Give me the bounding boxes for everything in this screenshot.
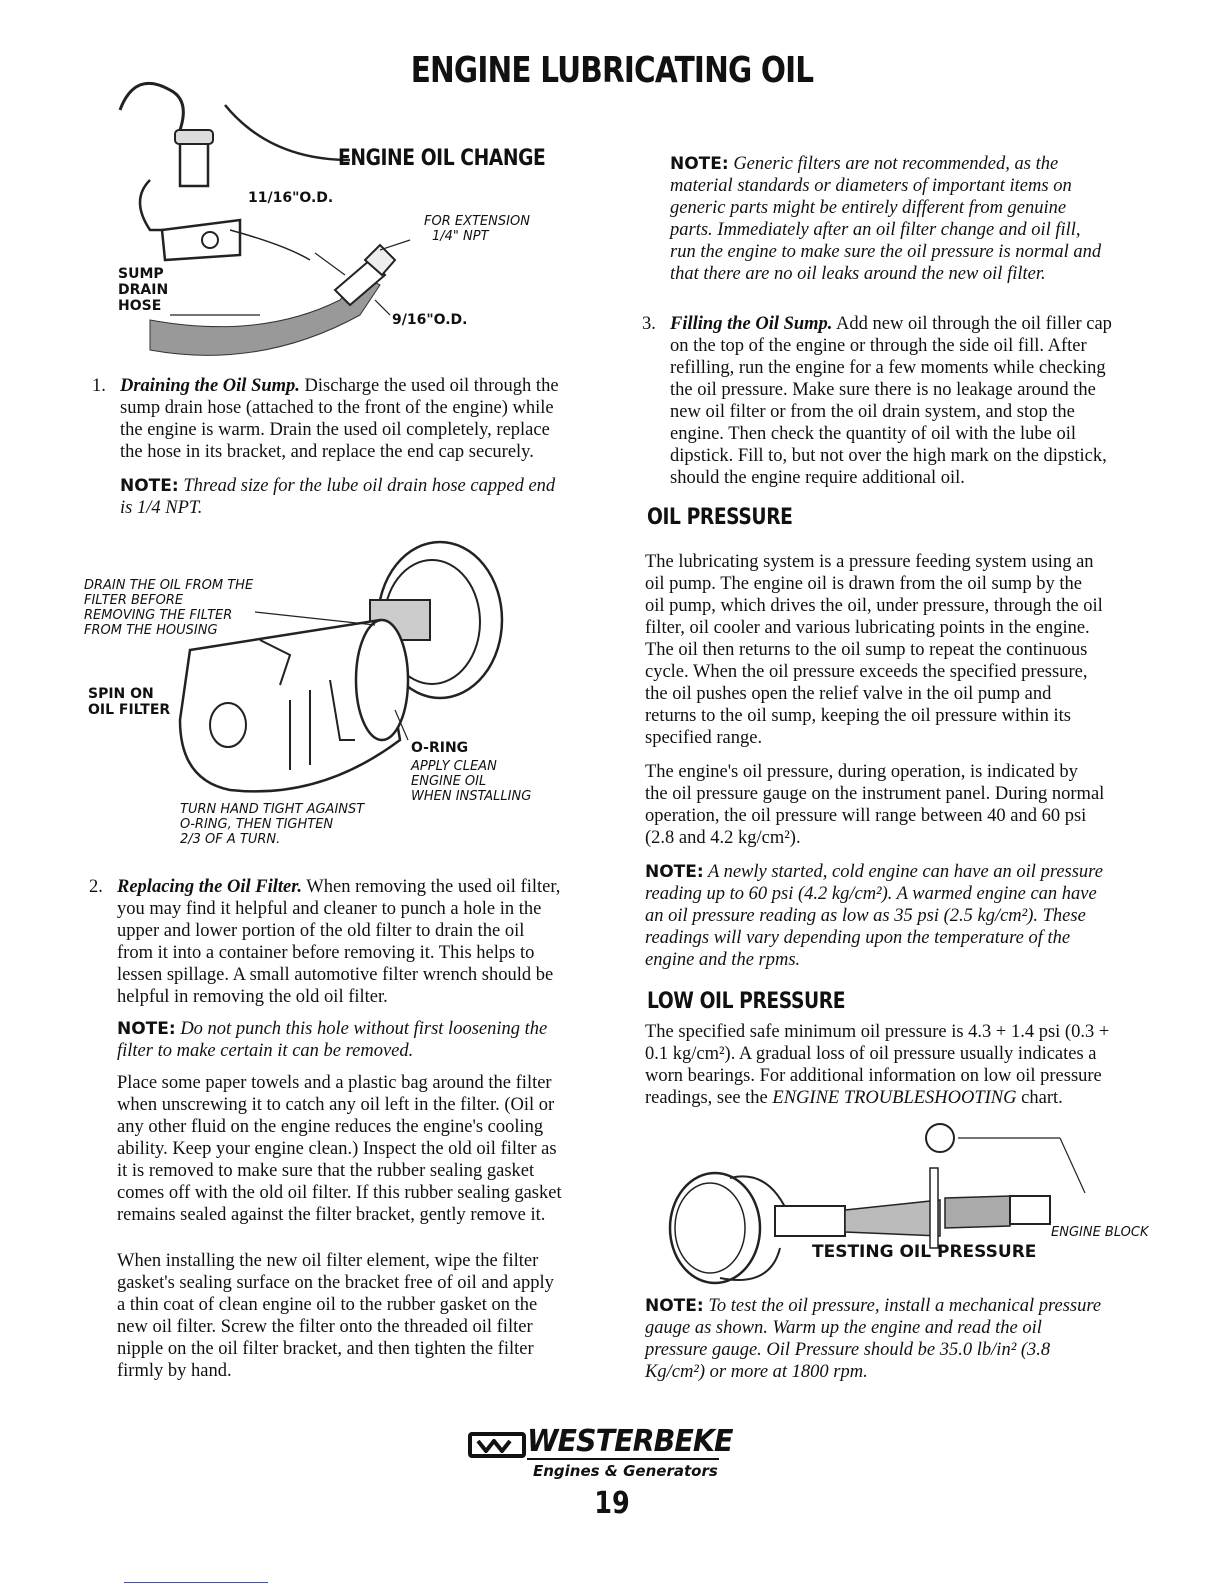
step-number: 1. <box>92 376 106 396</box>
brand-name: WESTERBEKE <box>527 1424 733 1459</box>
label-line: ENGINE OIL <box>411 774 487 789</box>
step-text: When removing the used oil filter, you may find it helpful and cleaner to punch a hole in the upper and lower portion of the old filter to drain the oil from it into a container before removing it. This helps to lessen spillage. A small automotive filter wrench should be helpful in removing the old oil filter. <box>117 877 561 1007</box>
step-title: Filling the Oil Sump. <box>670 314 833 334</box>
troubleshooting-chart-reference: ENGINE TROUBLESHOOTING <box>772 1088 1017 1108</box>
note-text: Do not punch this hole without first loosening the filter to make certain it can be removed. <box>117 1019 548 1061</box>
apply-oil-label <box>411 759 531 804</box>
label-line: WHEN INSTALLING <box>411 789 532 804</box>
engine-oil-change-heading: ENGINE OIL CHANGE <box>338 146 546 171</box>
paragraph: The engine's oil pressure, during operation, is indicated by the oil pressure gauge on the instrument panel. During normal operation, the oil pressure will range between 40 and 60 psi (2.8 and 4.2 kg/cm²). <box>645 762 1105 848</box>
paragraph: The lubricating system is a pressure feeding system using an oil pump. The engine oil is drawn from the oil sump by the oil pump, which drives the oil, under pressure, through the oil filter, oil cooler and various lubricating points in the engine. The oil then returns to the oil sump to repeat the continuous cycle. When the oil pressure exceeds the specified pressure, the oil pushes open the relief valve in the oil pump and returns to the oil sump, keeping the oil pressure within its specified range. <box>645 552 1103 748</box>
low-oil-pressure-heading: LOW OIL PRESSURE <box>647 989 846 1014</box>
note <box>645 861 1105 971</box>
step-title: Draining the Oil Sump. <box>120 376 300 396</box>
od-11-16-label: 11/16"O.D. <box>248 190 334 206</box>
label-line: SPIN ON <box>88 686 154 702</box>
label-line: FROM THE HOUSING <box>84 623 218 638</box>
brand-tagline: Engines & Generators <box>533 1462 718 1480</box>
paragraph-text: The specified safe minimum oil pressure is 4.3 + 1.4 psi (0.3 + 0.1 kg/cm²). A gradual loss of oil pressure usually indicates a worn bearings. For additional information on low oil pressure readings, see the <box>645 1022 1110 1108</box>
step-text: Discharge the used oil through the sump drain hose (attached to the front of the engine) while the engine is warm. Drain the used oil completely, replace the hose in its bracket, and replace the end cap securely. <box>120 376 559 462</box>
page-title: ENGINE LUBRICATING OIL <box>410 50 814 91</box>
drain-filter-label <box>84 578 253 638</box>
extension-npt-label <box>424 214 530 244</box>
turn-hand-tight-label <box>180 802 364 847</box>
step-number: 2. <box>89 877 103 897</box>
label-line: DRAIN THE OIL FROM THE <box>84 578 254 593</box>
od-9-16-label: 9/16"O.D. <box>392 312 468 328</box>
oil-pressure-section <box>645 551 1105 971</box>
label-line: TURN HAND TIGHT AGAINST <box>180 802 365 817</box>
label-line: 2/3 OF A TURN. <box>180 832 281 847</box>
label-line: APPLY CLEAN <box>411 759 497 774</box>
note-label: NOTE: <box>117 1019 176 1039</box>
brand-underline <box>527 1458 719 1460</box>
note-label: NOTE: <box>120 476 179 496</box>
label-line: FILTER BEFORE <box>84 593 184 608</box>
step-draining-oil-sump <box>92 375 562 519</box>
spin-on-filter-label <box>88 686 170 718</box>
note-text: To test the oil pressure, install a mechanical pressure gauge as shown. Warm up the engine and read the oil pressure gauge. Oil Pressure should be 35.0 lb/in² (3.8 Kg/cm²) or more at 1800 rpm. <box>645 1296 1102 1382</box>
engine-block-label: ENGINE BLOCK <box>1051 1225 1149 1240</box>
test-oil-pressure-note <box>645 1295 1107 1383</box>
note-text: Thread size for the lube oil drain hose capped end is 1/4 NPT. <box>120 476 556 518</box>
label-line: REMOVING THE FILTER <box>84 608 233 623</box>
footnote-rule <box>124 1582 268 1583</box>
o-ring-label: O-RING <box>411 740 469 756</box>
note-label: NOTE: <box>645 1296 704 1316</box>
page-number: 19 <box>594 1486 630 1521</box>
note-text: A newly started, cold engine can have an oil pressure reading up to 60 psi (4.2 kg/cm²). A warmed engine can have an oil pressure reading as low as 35 psi (2.5 kg/cm²). These readings will vary depending upon the temperature of the engine and the rpms. <box>645 862 1103 970</box>
note-text: Generic filters are not recommended, as the material standards or diameters of important items on generic parts might be entirely different from genuine parts. Immediately after an oil filter change and oil fill, run the engine to make sure the oil pressure is normal and that there are no oil leaks around the new oil filter. <box>670 154 1102 284</box>
step-filling-oil-sump <box>642 313 1112 489</box>
note <box>117 1018 562 1062</box>
low-oil-pressure-section <box>645 1021 1110 1109</box>
step-title: Replacing the Oil Filter. <box>117 877 303 897</box>
paragraph: When installing the new oil filter element, wipe the filter gasket's sealing surface on the bracket free of oil and apply a thin coat of clean engine oil to the rubber gasket on the new oil filter. Screw the filter onto the threaded oil filter nipple on the oil filter bracket, and then tighten the filter firmly by hand. <box>117 1251 554 1381</box>
note <box>120 475 562 519</box>
pressure-gauge-illustration <box>660 1118 1100 1288</box>
label-line: OIL FILTER <box>88 702 171 718</box>
label-line: O-RING, THEN TIGHTEN <box>180 817 334 832</box>
label-line: 1/4" NPT <box>432 229 489 244</box>
testing-oil-pressure-caption: TESTING OIL PRESSURE <box>812 1242 1037 1262</box>
step-text: Add new oil through the oil filler cap on the top of the engine or through the side oil fill. After refilling, run the engine for a few moments while checking the oil pressure. Make sure there is no leakage around the new oil filter or from the oil drain system, and stop the engine. Then check the quantity of oil with the lube oil dipstick. Fill to, but not over the high mark on the dipstick, should the engine require additional oil. <box>670 314 1112 488</box>
label-line: DRAIN <box>118 282 169 298</box>
step-number: 3. <box>642 314 656 334</box>
sump-drain-hose-label <box>118 266 168 314</box>
paragraph-text: chart. <box>1016 1088 1063 1108</box>
step-replacing-oil-filter <box>89 876 562 1382</box>
paragraph: Place some paper towels and a plastic bag around the filter when unscrewing it to catch any oil left in the filter. (Oil or any other fluid on the engine reduces the engine's cooling ability. Keep your engine clean.) Inspect the old oil filter as it is removed to make sure that the rubber sealing gasket comes off with the old oil filter. If this rubber sealing gasket remains sealed against the filter bracket, gently remove it. <box>117 1073 562 1225</box>
westerbeke-logo-icon <box>468 1432 526 1458</box>
note-label: NOTE: <box>670 154 729 174</box>
generic-filter-note <box>670 153 1110 285</box>
label-line: SUMP <box>118 266 164 282</box>
label-line: FOR EXTENSION <box>424 214 530 229</box>
note-label: NOTE: <box>645 862 704 882</box>
oil-pressure-heading: OIL PRESSURE <box>647 505 793 530</box>
label-line: HOSE <box>118 298 162 314</box>
